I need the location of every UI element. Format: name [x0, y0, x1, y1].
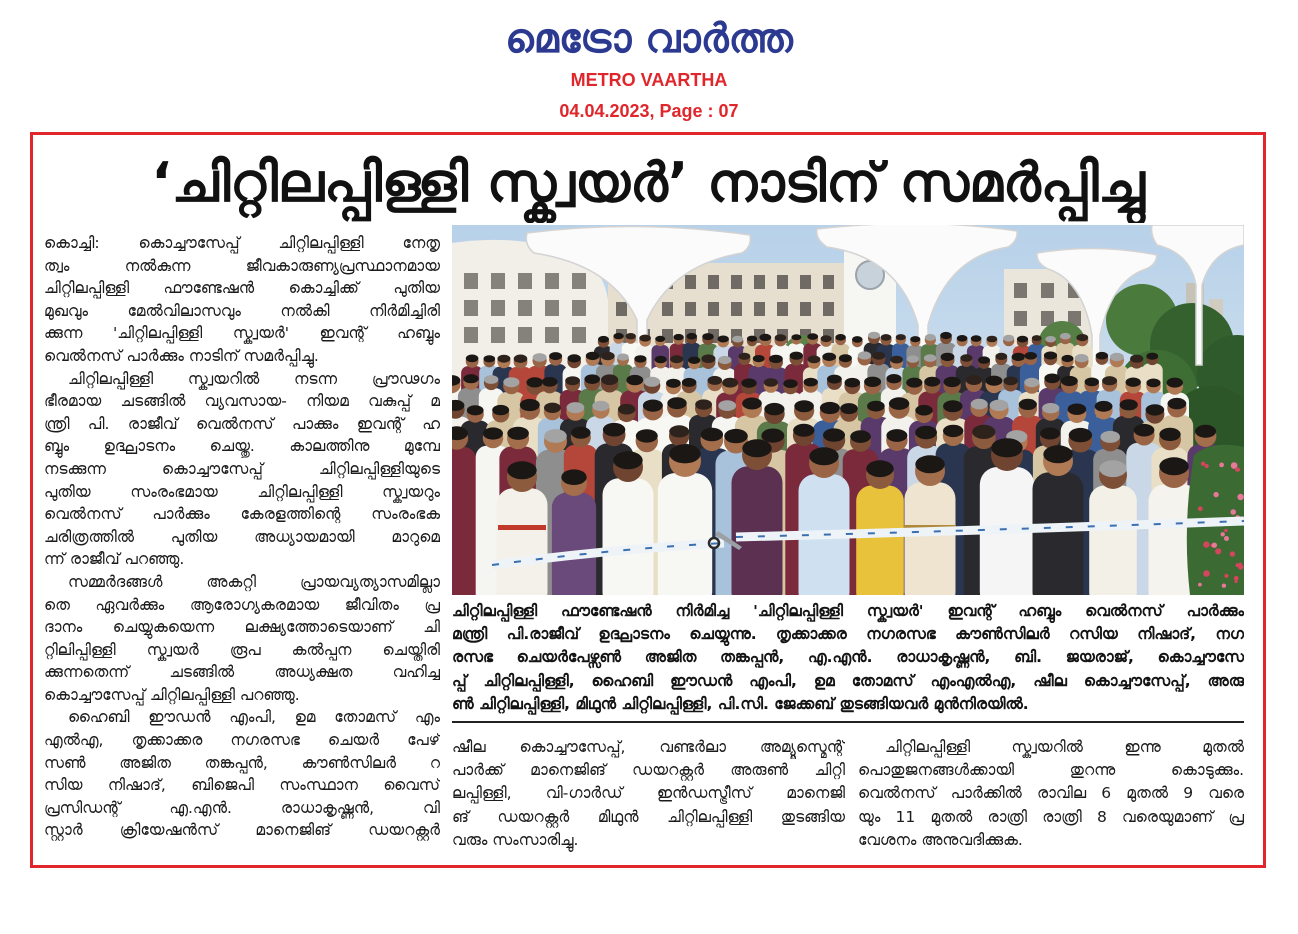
person-hair	[972, 425, 995, 439]
flower	[1215, 548, 1221, 554]
caption-line: മന്ത്രി പി.രാജീവ് ഉദ്ഘാടനം ചെയ്യുന്നു. തൃക്കാക്കര നഗരസഭ കൗൺസിലർ റസിയ നിഷാദ്, നഗ	[452, 625, 1244, 644]
person-hair	[742, 398, 762, 410]
person-hair	[807, 333, 818, 340]
person-hair	[463, 374, 478, 383]
person-hair	[761, 429, 784, 443]
person-hair	[503, 377, 519, 387]
building-window	[708, 302, 719, 316]
person-hair	[906, 378, 922, 388]
person-hair	[1159, 457, 1188, 475]
building-window	[491, 300, 505, 316]
body-line: വെൽനസ് പാർക്കിൽ രാവില 6 മുതൽ 9 വരെ	[858, 784, 1244, 803]
person-hair	[1017, 336, 1028, 343]
flower	[1236, 563, 1240, 567]
person-hair	[852, 336, 863, 343]
building-window	[1014, 311, 1027, 326]
person-hair	[915, 405, 932, 416]
body-line: മുഖവും മേൽവിലാസവും നൽകി നിർമിച്ചിരി	[44, 301, 440, 320]
person-hair	[584, 374, 600, 384]
building-window	[464, 327, 478, 343]
person-hair	[718, 336, 729, 343]
person-hair	[682, 378, 697, 387]
article-headline: ‘ചിറ്റിലപ്പിള്ളി സ്ക്വയർ’ നാടിന് സമർപ്പിച്ചു	[151, 151, 1145, 214]
flower	[1224, 529, 1228, 533]
person-hair	[889, 397, 909, 410]
building-window	[823, 302, 834, 316]
flower	[1230, 509, 1236, 515]
person-hair	[613, 451, 642, 469]
person-hair	[549, 352, 562, 360]
person-hair	[1044, 352, 1057, 360]
person-hair	[1024, 378, 1039, 387]
person-hair	[971, 335, 982, 342]
person-hair	[533, 353, 547, 362]
person-hair	[794, 400, 814, 412]
person-hair	[769, 355, 783, 363]
person-hair	[940, 332, 952, 339]
person-hair	[858, 351, 871, 359]
person-hair	[1085, 378, 1099, 387]
flower	[1219, 463, 1224, 468]
person-hair	[987, 336, 998, 343]
body-line: ക്കുന്ന 'ചിറ്റിലപ്പിള്ളി സ്ക്വയർ' ഇവന്റ് ഹബ്ബും	[44, 324, 440, 343]
person-hair	[483, 427, 503, 439]
body-line: വേശനം അനുവദിക്കുക.	[858, 830, 1023, 849]
person-hair	[542, 377, 558, 387]
person-hair	[722, 378, 738, 388]
body-line: ഹൈബി ഈഡൻ എംപി, ഉമ തോമസ് എം	[68, 708, 440, 727]
body-line: കൊച്ചൗസേപ്പ് ചിറ്റിലപ്പിള്ളി പറഞ്ഞു.	[44, 685, 300, 704]
building-window	[685, 302, 696, 316]
person-body	[905, 482, 956, 595]
person-hair	[1096, 352, 1108, 360]
flower	[1235, 467, 1240, 472]
person-hair	[484, 375, 498, 384]
body-line: ന്ത്രി പി. രാജീവ് വെൽനസ് പാക്കും ഇവന്റ് ഹ	[44, 414, 440, 433]
crowd-person	[452, 426, 476, 595]
person-hair	[941, 353, 955, 361]
person-hair	[520, 399, 540, 411]
building-window	[685, 275, 696, 289]
paragraph	[44, 368, 440, 571]
person-hair	[568, 354, 581, 362]
person-hair	[514, 355, 528, 363]
flower	[1224, 536, 1229, 541]
building-window	[777, 275, 788, 289]
person-hair	[613, 333, 623, 339]
divider-rule	[452, 721, 1244, 723]
person-hair	[910, 336, 920, 342]
person-hair	[718, 356, 731, 364]
person-hair	[747, 336, 757, 342]
flower	[1201, 462, 1205, 466]
person-hair	[866, 460, 893, 477]
body-line: തെ ഏവർക്കും ആരോഗ്യകരമായ ജീവിതം പ്ര	[44, 595, 440, 614]
person-hair	[978, 356, 990, 363]
person-hair	[732, 336, 743, 343]
flower	[1234, 576, 1239, 581]
person-hair	[907, 355, 919, 362]
building-window	[464, 273, 478, 289]
body-line: ലപ്പിള്ളി, വി-ഗാർഡ് ഇൻഡസ്ട്രീസ് മാനെജി	[452, 784, 845, 803]
person-hair	[1044, 374, 1060, 384]
building-window	[518, 300, 532, 316]
body-line: യും 11 മുതൽ രാത്രി രാത്രി 8 വരെയുമാണ് പ്ര	[858, 807, 1244, 826]
body-line: ചിറ്റിലപ്പിള്ളി സ്ക്വയറിൽ ഇന്നു മുതൽ	[885, 738, 1244, 756]
building-window	[1014, 283, 1027, 298]
body-line: എൽഎ, തൃക്കാക്കര നഗരസഭ ചെയർ പേഴ്	[44, 731, 440, 750]
flower	[1213, 492, 1218, 497]
person-hair	[990, 400, 1009, 411]
person-hair	[601, 352, 615, 360]
person-hair	[636, 429, 658, 442]
person-body	[497, 488, 548, 595]
person-hair	[741, 378, 756, 387]
person-hair	[1012, 353, 1026, 361]
person-hair	[1146, 404, 1165, 415]
building-window	[1041, 283, 1054, 298]
building-window	[572, 273, 586, 289]
person-hair	[655, 336, 665, 342]
person-hair	[966, 375, 982, 385]
person-hair	[1159, 428, 1180, 441]
building-window	[518, 273, 532, 289]
person-body	[603, 478, 654, 595]
person-hair	[467, 405, 484, 415]
person-hair	[793, 424, 814, 437]
person-hair	[1168, 398, 1187, 409]
body-line: പാർക്ക് മാനെജിങ് ഡയറക്റ്റർ അരുൺ ചിറ്റി	[452, 761, 845, 780]
flower	[1237, 494, 1243, 500]
body-line: ദാനം ചെയ്യുകയെന്ന ലക്ഷ്യത്തോടെയാണ് ചി	[44, 618, 440, 637]
person-hair	[1167, 378, 1183, 388]
body-line: ചിറ്റിലപ്പിള്ളി ഫൗണ്ടേഷൻ കൊച്ചിക്ക് പുതിയ	[44, 279, 440, 298]
building-window	[754, 302, 765, 316]
person-hair	[718, 400, 736, 411]
person-hair	[1130, 355, 1143, 363]
person-hair	[925, 334, 936, 341]
person-hair	[791, 334, 801, 340]
body-line: പുതിയ സംരംഭമായ ചിറ്റിലപ്പിള്ളി സ്ക്വയറും	[44, 482, 440, 501]
body-line: ഭീരമായ ചടങ്ങിൽ വ്യവസായ- നിയമ വകുപ്പ് മ	[44, 392, 440, 411]
person-hair	[1110, 353, 1124, 361]
person-hair	[742, 439, 771, 457]
person-hair	[995, 353, 1007, 360]
person-hair	[944, 377, 961, 387]
body-line: സിയ നിഷാദ്, ബിജെപി സംസ്ഥാന വൈസ്	[44, 776, 440, 795]
building-window	[572, 300, 586, 316]
flower	[1221, 532, 1225, 536]
flower	[1203, 541, 1209, 547]
person-hair	[598, 336, 609, 343]
person-hair	[1045, 336, 1056, 342]
building-window	[545, 327, 559, 343]
body-line: സമ്മർദങ്ങൾ അകറ്റി പ്രായവ്യത്യാസമില്ലാ	[68, 572, 440, 591]
person-hair	[571, 427, 591, 439]
person-hair	[960, 354, 972, 361]
person-hair	[643, 400, 663, 412]
person-hair	[1120, 399, 1138, 410]
person-hair	[673, 334, 683, 340]
person-hair	[872, 352, 885, 360]
person-hair	[820, 402, 840, 414]
body-line: ചിറ്റിലപ്പിള്ളി സ്ക്വയറിൽ നടന്ന പ്രൗഢഗം	[68, 369, 440, 388]
person-hair	[544, 429, 567, 443]
building-window	[754, 275, 765, 289]
paragraph	[44, 232, 440, 368]
person-hair	[822, 353, 836, 361]
person-hair	[1024, 352, 1037, 360]
person-hair	[1061, 376, 1078, 386]
building-window	[731, 302, 742, 316]
person-hair	[1060, 333, 1071, 340]
person-hair	[670, 355, 683, 363]
person-hair	[667, 397, 686, 409]
person-hair	[484, 355, 496, 362]
person-hair	[1019, 399, 1037, 410]
body-line: ത്വം നൽകുന്ന ജീവകാരുണ്യപ്രസ്ഥാനമായ	[44, 256, 440, 275]
person-hair	[701, 354, 715, 363]
person-hair	[759, 334, 771, 341]
person-body	[452, 447, 476, 595]
middle-column	[452, 736, 845, 856]
body-line: പൊതുജനങ്ങൾക്കായി തുറന്നു കൊടുക്കും.	[858, 761, 1244, 780]
date-page: 04.04.2023, Page : 07	[559, 101, 739, 121]
photo-caption	[452, 600, 1244, 718]
person-hair	[1102, 376, 1117, 385]
person-hair	[790, 352, 803, 360]
body-line: പ്രസിഡന്റ് എ.എൻ. രാധാകൃഷ്ണൻ, വി	[44, 798, 440, 817]
person-hair	[835, 334, 846, 341]
person-hair	[845, 378, 861, 388]
building-window	[731, 275, 742, 289]
article-photo	[452, 225, 1244, 595]
person-hair	[890, 356, 903, 364]
person-hair	[1043, 445, 1072, 463]
person-hair	[466, 355, 479, 363]
flower	[1203, 570, 1210, 577]
person-hair	[823, 428, 845, 441]
right-column	[858, 736, 1244, 856]
building-window	[491, 273, 505, 289]
building-window	[491, 327, 505, 343]
body-line: സൺ അജിത തങ്കപ്പൻ, കൗൺസിലർ റ	[44, 753, 440, 772]
person-hair	[775, 334, 787, 341]
building-window	[616, 302, 627, 316]
flower	[1205, 464, 1209, 468]
person-hair	[617, 354, 629, 361]
flower	[1230, 551, 1235, 556]
paragraph	[44, 571, 440, 707]
flower	[1224, 574, 1228, 578]
body-line: ക്കുന്നതെന്ന് ചടങ്ങിൽ അധ്യക്ഷത വഹിച്ച	[44, 663, 440, 682]
person-hair	[753, 355, 765, 362]
person-hair	[1134, 424, 1155, 437]
person-hair	[1040, 428, 1060, 440]
person-body	[732, 466, 783, 595]
person-hair	[507, 461, 536, 479]
person-hair	[603, 423, 625, 437]
person-hair	[1003, 335, 1014, 342]
person-hair	[896, 334, 906, 340]
person-hair	[764, 403, 784, 415]
person-hair	[943, 425, 963, 437]
person-hair	[702, 333, 713, 340]
person-hair	[626, 333, 636, 339]
person-hair	[618, 404, 635, 415]
person-hair	[507, 427, 529, 440]
flower	[1222, 584, 1226, 588]
person-hair	[804, 378, 818, 387]
person-hair	[626, 375, 643, 385]
person-hair	[634, 355, 646, 362]
person-hair	[688, 357, 700, 364]
person-body	[658, 473, 712, 595]
person-hair	[686, 333, 697, 340]
flower	[1198, 583, 1202, 587]
person-hair	[1032, 335, 1042, 341]
building-window	[823, 275, 834, 289]
person-hair	[527, 377, 544, 387]
person-hair	[586, 352, 600, 360]
person-hair	[669, 444, 700, 463]
saree-border	[498, 525, 546, 530]
person-hair	[986, 376, 1003, 386]
body-line: ബ്ബും ഉദ്ഘാടനം ചെയ്തു. കാലത്തിനു മുമ്പേ	[44, 437, 440, 456]
person-hair	[669, 425, 689, 437]
person-hair	[868, 332, 880, 339]
person-hair	[991, 438, 1022, 457]
body-line: റ്റിലിപ്പിള്ളി സ്ക്വയർ രൂപ കൽപ്പന ചെയ്തിരി	[44, 640, 440, 659]
person-hair	[695, 399, 712, 409]
person-hair	[1068, 404, 1087, 415]
person-hair	[561, 469, 586, 485]
person-hair	[492, 405, 509, 415]
building-window	[662, 302, 673, 316]
caption-line: പ്പ് ചിറ്റിലപ്പിള്ളി, ഹൈബി ഈഡൻ എംപി, ഉമ തോമസ് എംഎൽഎ, ഷീല കൊച്ചൗസേപ്പ്, അരു	[452, 671, 1244, 690]
person-hair	[1062, 355, 1074, 362]
person-hair	[1003, 377, 1017, 386]
person-hair	[971, 399, 988, 410]
building-window	[800, 302, 811, 316]
person-hair	[881, 334, 892, 341]
person-hair	[639, 335, 651, 342]
left-column	[44, 232, 440, 852]
flower	[1212, 543, 1217, 548]
caption-line: രസഭ ചെയർപേഴ്സൺ അജിത തങ്കപ്പൻ, എ.എൻ. രാധാകൃഷ്ണൻ, ബി. ജയരാജ്, കൊച്ചൗസേ	[452, 648, 1244, 667]
body-line: ചരിത്രത്തിൽ പുതിയ അധ്യായമായി മാറുമെ	[44, 527, 440, 546]
person-hair	[1126, 378, 1141, 387]
person-hair	[1095, 401, 1113, 412]
person-hair	[957, 335, 968, 342]
news-clipping	[30, 132, 1266, 868]
body-line: വെൽനസ് പാർക്കും നാടിന് സമർപ്പിച്ചു.	[44, 346, 319, 365]
building-window	[777, 302, 788, 316]
person-hair	[655, 356, 667, 363]
person-hair	[809, 447, 838, 465]
building-window	[572, 327, 586, 343]
person-hair	[1099, 460, 1126, 477]
person-hair	[701, 428, 723, 442]
person-hair	[827, 375, 842, 384]
body-line: വെൽനസ് പാർക്കും കേരളത്തിന്റെ സംരംഭക	[44, 505, 440, 524]
person-hair	[850, 430, 871, 443]
caption-line: ചിറ്റിലപ്പിള്ളി ഫൗണ്ടേഷൻ നിർമിച്ച 'ചിറ്റിലപ്പിള്ളി സ്ക്വയർ' ഇവന്റ് ഹബ്ബും വെൽനസ് പാർക്കും	[452, 602, 1244, 620]
body-line: വരും സംസാരിച്ചു.	[452, 830, 579, 849]
building-window	[708, 275, 719, 289]
person-hair	[1146, 353, 1158, 360]
building-window	[518, 327, 532, 343]
person-hair	[1195, 425, 1216, 438]
person-hair	[739, 353, 751, 360]
person-hair	[724, 429, 748, 443]
person-body	[552, 493, 596, 595]
person-hair	[864, 377, 881, 387]
caption-line: ൺ ചിറ്റിലപ്പിള്ളി, മിഥുൻ ചിറ്റിലപ്പിള്ളി, പി.സി. ജേക്കബ് തുടങ്ങിയവർ മുൻനിരയിൽ.	[452, 694, 1029, 713]
body-line: ങ് ഡയറക്റ്റർ മിഥുൻ ചിറ്റിലപ്പിള്ളി തുടങ്ങിയ	[452, 807, 845, 826]
person-hair	[924, 354, 936, 362]
building-window	[464, 300, 478, 316]
person-hair	[565, 376, 580, 385]
person-hair	[1075, 354, 1089, 362]
person-hair	[808, 356, 821, 364]
person-hair	[821, 335, 832, 342]
person-hair	[592, 401, 609, 411]
person-hair	[867, 401, 885, 412]
publication-name: METRO VAARTHA	[570, 70, 728, 90]
person-hair	[644, 377, 660, 387]
person-hair	[783, 379, 797, 388]
building-window	[545, 273, 559, 289]
person-hair	[886, 429, 907, 442]
person-hair	[544, 403, 561, 413]
body-line: ഷീല കൊച്ചൗസേപ്പ്, വണ്ടർലാ അമ്യൂസ്മെന്റ്	[452, 738, 845, 756]
person-hair	[840, 403, 858, 414]
person-hair	[497, 355, 510, 363]
paragraph	[44, 706, 440, 842]
person-hair	[1042, 403, 1059, 413]
body-line: നടക്കുന്ന കൊച്ചൗസേപ്പ് ചിറ്റിലപ്പിള്ളിയുടെ	[44, 459, 440, 478]
flower	[1198, 506, 1203, 511]
person-body	[1033, 472, 1084, 595]
person-hair	[1100, 431, 1120, 443]
person-body	[1089, 486, 1137, 596]
person-hair	[886, 374, 901, 383]
person-hair	[1069, 428, 1092, 442]
person-hair	[601, 374, 618, 385]
person-hair	[666, 379, 681, 388]
body-line: സ്റ്റാർ ക്രിയേഷൻസ് മാനെജിങ് ഡയറക്റ്റർ	[44, 821, 440, 840]
building-window	[545, 300, 559, 316]
person-hair	[915, 426, 937, 439]
person-hair	[1146, 379, 1160, 388]
person-hair	[567, 402, 585, 413]
person-hair	[1076, 334, 1088, 341]
person-hair	[915, 455, 944, 473]
person-hair	[764, 378, 778, 387]
person-hair	[943, 400, 962, 412]
body-line: കൊച്ചി: കൊച്ചൗസേപ്പ് ചിറ്റിലപ്പിള്ളി നേതൃ	[44, 234, 440, 252]
person-hair	[708, 376, 723, 385]
building-window	[800, 275, 811, 289]
person-body	[856, 486, 904, 596]
person-hair	[924, 377, 940, 387]
person-hair	[839, 354, 852, 362]
event-photo	[452, 225, 1244, 595]
body-line: ന്ന് രാജീവ് പറഞ്ഞു.	[44, 550, 185, 569]
masthead-title: മെട്രോ വാർത്ത	[505, 16, 793, 62]
